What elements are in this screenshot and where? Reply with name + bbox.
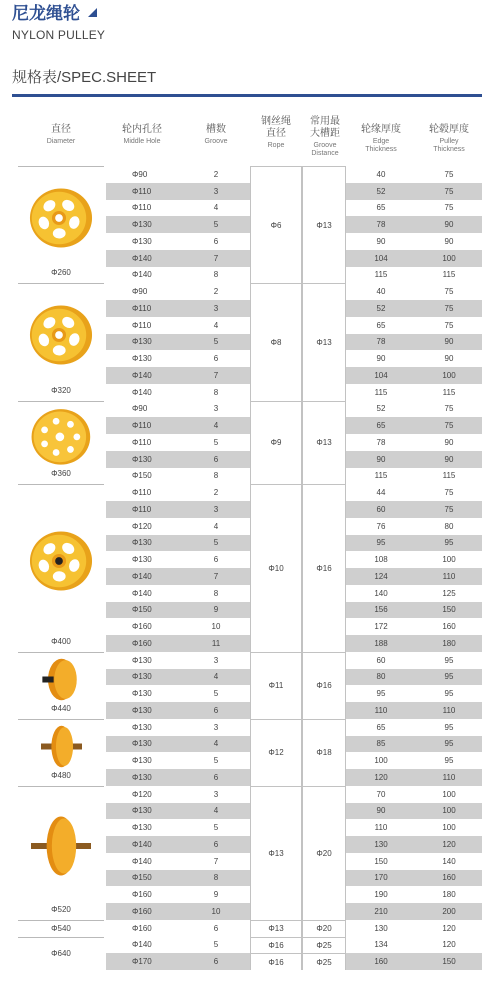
middle-hole-cell: Φ130 (132, 354, 152, 364)
groove-cell: 4 (213, 320, 219, 330)
middle-hole-cell: Φ140 (132, 253, 152, 263)
middle-hole-cell: Φ110 (132, 320, 152, 330)
groove-cell: 6 (213, 454, 219, 464)
groove-cell: 7 (213, 856, 219, 866)
pulley-thickness-cell: 90 (444, 337, 454, 347)
groove-distance-cell: Φ13 (302, 401, 346, 485)
groove-cell: 3 (213, 722, 219, 732)
pulley-thickness-cell: 115 (442, 270, 456, 280)
pulley-thickness-cell: 75 (444, 186, 454, 196)
pulley-thickness-cell: 200 (442, 906, 456, 916)
middle-hole-cell: Φ130 (132, 689, 152, 699)
pulley-thickness-cell: 90 (444, 354, 454, 364)
pulley-thickness-cell: 115 (442, 471, 456, 481)
title-english: NYLON PULLEY (12, 28, 106, 42)
pulley-thickness-cell: 95 (444, 655, 454, 665)
col-groove-cn: 槽数 (206, 124, 226, 135)
groove-cell: 3 (213, 504, 219, 514)
edge-thickness-cell: 40 (376, 169, 386, 179)
groove-cell: 4 (213, 421, 219, 431)
middle-hole-cell: Φ140 (132, 940, 152, 950)
pulley-thickness-cell: 160 (442, 622, 456, 632)
middle-hole-cell: Φ130 (132, 337, 152, 347)
middle-hole-cell: Φ110 (132, 303, 152, 313)
middle-hole-cell: Φ110 (132, 488, 152, 498)
middle-hole-cell: Φ160 (132, 906, 152, 916)
diameter-label: Φ360 (51, 469, 71, 479)
col-middle-hole-cn: 轮内孔径 (122, 124, 162, 135)
middle-hole-cell: Φ130 (132, 655, 152, 665)
edge-thickness-cell: 78 (376, 337, 386, 347)
pulley-thickness-cell: 120 (442, 839, 456, 849)
groove-cell: 5 (213, 823, 219, 833)
pulley-group (0, 719, 500, 786)
col-diameter-cn: 直径 (51, 124, 71, 135)
groove-cell: 8 (213, 270, 219, 280)
middle-hole-cell: Φ140 (132, 839, 152, 849)
pulley-thickness-cell: 150 (442, 605, 456, 615)
edge-thickness-cell: 90 (376, 236, 386, 246)
groove-cell: 6 (213, 923, 219, 933)
middle-hole-cell: Φ120 (132, 789, 152, 799)
edge-thickness-cell: 150 (374, 856, 388, 866)
col-rope-cn: 钢丝绳 直径 (261, 116, 291, 139)
middle-hole-cell: Φ110 (132, 186, 152, 196)
groove-cell: 3 (213, 789, 219, 799)
middle-hole-cell: Φ130 (132, 236, 152, 246)
spec-sheet-title: 规格表/SPEC.SHEET (12, 69, 157, 86)
diameter-label: Φ260 (51, 268, 71, 278)
pulley-thickness-cell: 120 (442, 940, 456, 950)
pulley-thickness-cell: 95 (444, 689, 454, 699)
edge-thickness-cell: 100 (374, 756, 388, 766)
middle-hole-cell: Φ130 (132, 705, 152, 715)
groove-cell: 2 (213, 169, 219, 179)
groove-cell: 4 (213, 739, 219, 749)
diameter-label: Φ320 (51, 385, 71, 395)
edge-thickness-cell: 130 (374, 923, 388, 933)
middle-hole-cell: Φ160 (132, 890, 152, 900)
corner-triangle-icon (88, 8, 97, 17)
pulley-thickness-cell: 95 (444, 672, 454, 682)
table-header (0, 112, 500, 166)
edge-thickness-cell: 95 (376, 538, 386, 548)
pulley-thickness-cell: 115 (442, 387, 456, 397)
pulley-thickness-cell: 100 (442, 806, 456, 816)
pulley-thickness-cell: 110 (442, 571, 456, 581)
rope-cell: Φ6 (250, 166, 302, 283)
edge-thickness-cell: 172 (374, 622, 388, 632)
pulley-thickness-cell: 80 (444, 521, 454, 531)
edge-thickness-cell: 65 (376, 203, 386, 213)
diameter-cell (18, 920, 104, 937)
pulley-thickness-cell: 75 (444, 320, 454, 330)
middle-hole-cell: Φ90 (132, 287, 148, 297)
middle-hole-cell: Φ160 (132, 923, 152, 933)
edge-thickness-cell: 90 (376, 354, 386, 364)
col-diameter-en: Diameter (46, 138, 76, 145)
middle-hole-cell: Φ130 (132, 220, 152, 230)
pulley-thickness-cell: 140 (442, 856, 456, 866)
pulley-group (0, 786, 500, 920)
pulley-group (0, 283, 500, 400)
groove-cell: 8 (213, 387, 219, 397)
middle-hole-cell: Φ170 (132, 957, 152, 967)
groove-cell: 5 (213, 437, 219, 447)
edge-thickness-cell: 108 (374, 555, 388, 565)
middle-hole-cell: Φ150 (132, 605, 152, 615)
pulley-thickness-cell: 100 (442, 253, 456, 263)
groove-distance-cell: Φ13 (302, 283, 346, 400)
groove-cell: 4 (213, 521, 219, 531)
pulley-group (0, 401, 500, 485)
edge-thickness-cell: 160 (374, 957, 388, 967)
groove-cell: 3 (213, 186, 219, 196)
col-groove-distance-en: Groove Distance (311, 142, 339, 157)
pulley-thickness-cell: 90 (444, 236, 454, 246)
col-pulley-thickness-cn: 轮毂厚度 (429, 124, 469, 135)
middle-hole-cell: Φ130 (132, 772, 152, 782)
groove-cell: 3 (213, 655, 219, 665)
rope-cell: Φ8 (250, 283, 302, 400)
col-diameter (18, 124, 104, 146)
col-groove-distance (302, 116, 348, 158)
edge-thickness-cell: 78 (376, 220, 386, 230)
pulley-thickness-cell: 75 (444, 203, 454, 213)
diameter-cell (18, 484, 104, 652)
middle-hole-cell: Φ130 (132, 722, 152, 732)
pulley-thickness-cell: 75 (444, 169, 454, 179)
groove-cell: 2 (213, 488, 219, 498)
middle-hole-cell: Φ130 (132, 806, 152, 816)
middle-hole-cell: Φ140 (132, 270, 152, 280)
edge-thickness-cell: 110 (374, 823, 388, 833)
col-groove-en: Groove (204, 138, 228, 145)
middle-hole-cell: Φ130 (132, 454, 152, 464)
groove-cell: 8 (213, 588, 219, 598)
pulley-thickness-cell: 125 (442, 588, 456, 598)
middle-hole-cell: Φ160 (132, 638, 152, 648)
title-chinese: 尼龙绳轮 (12, 4, 80, 23)
edge-thickness-cell: 78 (376, 437, 386, 447)
middle-hole-cell: Φ130 (132, 672, 152, 682)
middle-hole-cell: Φ140 (132, 856, 152, 866)
diameter-cell (18, 401, 104, 485)
groove-distance-cell: Φ20 (302, 920, 346, 937)
groove-cell: 6 (213, 555, 219, 565)
groove-cell: 10 (211, 622, 221, 632)
pulley-thickness-cell: 75 (444, 488, 454, 498)
pulley-thickness-cell: 180 (442, 638, 456, 648)
edge-thickness-cell: 210 (374, 906, 388, 916)
groove-distance-cell: Φ16 (302, 484, 346, 652)
edge-thickness-cell: 124 (374, 571, 388, 581)
pulley-group (0, 484, 500, 652)
pulley-group (0, 920, 500, 937)
groove-distance-cell: Φ25 (302, 953, 346, 970)
middle-hole-cell: Φ150 (132, 873, 152, 883)
col-middle-hole (106, 124, 178, 146)
diameter-label: Φ640 (51, 949, 71, 959)
groove-cell: 5 (213, 689, 219, 699)
groove-cell: 2 (213, 287, 219, 297)
groove-cell: 8 (213, 873, 219, 883)
pulley-thickness-cell: 90 (444, 220, 454, 230)
pulley-thickness-cell: 100 (442, 555, 456, 565)
pulley-image (29, 303, 93, 372)
rope-cell: Φ9 (250, 401, 302, 485)
edge-thickness-cell: 52 (376, 303, 386, 313)
groove-cell: 3 (213, 404, 219, 414)
pulley-thickness-cell: 90 (444, 454, 454, 464)
middle-hole-cell: Φ120 (132, 521, 152, 531)
pulley-thickness-cell: 100 (442, 789, 456, 799)
rope-cell: Φ12 (250, 719, 302, 786)
edge-thickness-cell: 190 (374, 890, 388, 900)
middle-hole-cell: Φ110 (132, 504, 152, 514)
edge-thickness-cell: 60 (376, 504, 386, 514)
pulley-image (30, 406, 92, 473)
pulley-thickness-cell: 90 (444, 437, 454, 447)
edge-thickness-cell: 95 (376, 689, 386, 699)
edge-thickness-cell: 188 (374, 638, 388, 648)
middle-hole-cell: Φ140 (132, 370, 152, 380)
pulley-thickness-cell: 100 (442, 823, 456, 833)
pulley-thickness-cell: 160 (442, 873, 456, 883)
middle-hole-cell: Φ130 (132, 823, 152, 833)
edge-thickness-cell: 65 (376, 320, 386, 330)
edge-thickness-cell: 65 (376, 722, 386, 732)
pulley-thickness-cell: 100 (442, 370, 456, 380)
groove-cell: 5 (213, 220, 219, 230)
edge-thickness-cell: 134 (374, 940, 388, 950)
groove-distance-cell: Φ18 (302, 719, 346, 786)
edge-thickness-cell: 104 (374, 253, 388, 263)
groove-cell: 4 (213, 806, 219, 816)
middle-hole-cell: Φ140 (132, 588, 152, 598)
rope-cell: Φ10 (250, 484, 302, 652)
groove-distance-cell: Φ16 (302, 652, 346, 719)
groove-cell: 3 (213, 303, 219, 313)
edge-thickness-cell: 76 (376, 521, 386, 531)
col-rope-en: Rope (267, 142, 285, 149)
groove-cell: 5 (213, 538, 219, 548)
col-pulley-thickness (416, 124, 482, 154)
edge-thickness-cell: 104 (374, 370, 388, 380)
groove-cell: 4 (213, 203, 219, 213)
rope-cell: Φ16 (250, 937, 302, 954)
middle-hole-cell: Φ150 (132, 471, 152, 481)
edge-thickness-cell: 44 (376, 488, 386, 498)
col-pulley-thickness-en: Pulley Thickness (433, 138, 465, 153)
edge-thickness-cell: 140 (374, 588, 388, 598)
groove-cell: 9 (213, 605, 219, 615)
col-middle-hole-en: Middle Hole (123, 138, 161, 145)
col-edge-thickness-cn: 轮缘厚度 (361, 124, 401, 135)
pulley-thickness-cell: 95 (444, 756, 454, 766)
page-header (12, 2, 492, 42)
edge-thickness-cell: 70 (376, 789, 386, 799)
middle-hole-cell: Φ130 (132, 739, 152, 749)
middle-hole-cell: Φ130 (132, 756, 152, 766)
groove-cell: 4 (213, 672, 219, 682)
groove-cell: 6 (213, 354, 219, 364)
middle-hole-cell: Φ130 (132, 555, 152, 565)
col-edge-thickness-en: Edge Thickness (365, 138, 397, 153)
diameter-label: Φ440 (51, 703, 71, 713)
edge-thickness-cell: 156 (374, 605, 388, 615)
rope-cell: Φ16 (250, 953, 302, 970)
groove-distance-cell: Φ13 (302, 166, 346, 283)
rope-cell: Φ13 (250, 920, 302, 937)
diameter-cell (18, 719, 104, 786)
pulley-thickness-cell: 75 (444, 504, 454, 514)
middle-hole-cell: Φ110 (132, 421, 152, 431)
groove-cell: 7 (213, 370, 219, 380)
pulley-thickness-cell: 110 (442, 705, 456, 715)
middle-hole-cell: Φ130 (132, 538, 152, 548)
middle-hole-cell: Φ90 (132, 169, 148, 179)
middle-hole-cell: Φ140 (132, 571, 152, 581)
middle-hole-cell: Φ140 (132, 387, 152, 397)
diameter-label: Φ540 (51, 924, 71, 934)
pulley-image (39, 724, 84, 774)
pulley-group (0, 166, 500, 283)
col-groove (184, 124, 248, 146)
middle-hole-cell: Φ110 (132, 203, 152, 213)
pulley-thickness-cell: 75 (444, 421, 454, 431)
pulley-image (29, 186, 93, 255)
groove-cell: 6 (213, 957, 219, 967)
spec-sheet-heading (12, 68, 482, 97)
middle-hole-cell: Φ90 (132, 404, 148, 414)
pulley-thickness-cell: 75 (444, 303, 454, 313)
edge-thickness-cell: 115 (374, 387, 388, 397)
groove-cell: 8 (213, 471, 219, 481)
pulley-image (39, 657, 84, 707)
middle-hole-cell: Φ160 (132, 622, 152, 632)
groove-cell: 11 (211, 638, 221, 648)
diameter-cell (18, 283, 104, 400)
groove-cell: 6 (213, 772, 219, 782)
rope-cell: Φ13 (250, 786, 302, 920)
pulley-thickness-cell: 95 (444, 739, 454, 749)
groove-distance-cell: Φ20 (302, 786, 346, 920)
diameter-cell (18, 166, 104, 283)
diameter-cell (18, 786, 104, 920)
edge-thickness-cell: 52 (376, 186, 386, 196)
middle-hole-cell: Φ110 (132, 437, 152, 447)
pulley-thickness-cell: 180 (442, 890, 456, 900)
groove-cell: 5 (213, 756, 219, 766)
groove-cell: 6 (213, 839, 219, 849)
groove-distance-cell: Φ25 (302, 937, 346, 954)
diameter-cell (18, 937, 104, 971)
edge-thickness-cell: 110 (374, 705, 388, 715)
pulley-image (29, 529, 93, 598)
pulley-thickness-cell: 95 (444, 538, 454, 548)
groove-cell: 7 (213, 571, 219, 581)
edge-thickness-cell: 80 (376, 672, 386, 682)
groove-cell: 6 (213, 236, 219, 246)
diameter-label: Φ480 (51, 770, 71, 780)
edge-thickness-cell: 40 (376, 287, 386, 297)
pulley-thickness-cell: 150 (442, 957, 456, 967)
pulley-group (0, 652, 500, 719)
edge-thickness-cell: 115 (374, 270, 388, 280)
groove-cell: 7 (213, 253, 219, 263)
groove-cell: 5 (213, 337, 219, 347)
groove-cell: 10 (211, 906, 221, 916)
edge-thickness-cell: 170 (374, 873, 388, 883)
diameter-label: Φ520 (51, 904, 71, 914)
col-rope (250, 116, 302, 150)
pulley-thickness-cell: 110 (442, 772, 456, 782)
edge-thickness-cell: 115 (374, 471, 388, 481)
pulley-group (0, 937, 500, 971)
edge-thickness-cell: 120 (374, 772, 388, 782)
edge-thickness-cell: 90 (376, 806, 386, 816)
edge-thickness-cell: 52 (376, 404, 386, 414)
edge-thickness-cell: 90 (376, 454, 386, 464)
diameter-label: Φ400 (51, 636, 71, 646)
edge-thickness-cell: 85 (376, 739, 386, 749)
pulley-thickness-cell: 75 (444, 287, 454, 297)
edge-thickness-cell: 130 (374, 839, 388, 849)
col-edge-thickness (346, 124, 416, 154)
groove-cell: 5 (213, 940, 219, 950)
pulley-thickness-cell: 75 (444, 404, 454, 414)
heading-divider (12, 94, 482, 97)
pulley-thickness-cell: 120 (442, 923, 456, 933)
diameter-cell (18, 652, 104, 719)
col-groove-distance-cn: 常用最 大槽距 (310, 116, 340, 139)
groove-cell: 9 (213, 890, 219, 900)
edge-thickness-cell: 65 (376, 421, 386, 431)
pulley-image (29, 814, 93, 883)
rope-cell: Φ11 (250, 652, 302, 719)
pulley-thickness-cell: 95 (444, 722, 454, 732)
edge-thickness-cell: 60 (376, 655, 386, 665)
groove-cell: 6 (213, 705, 219, 715)
